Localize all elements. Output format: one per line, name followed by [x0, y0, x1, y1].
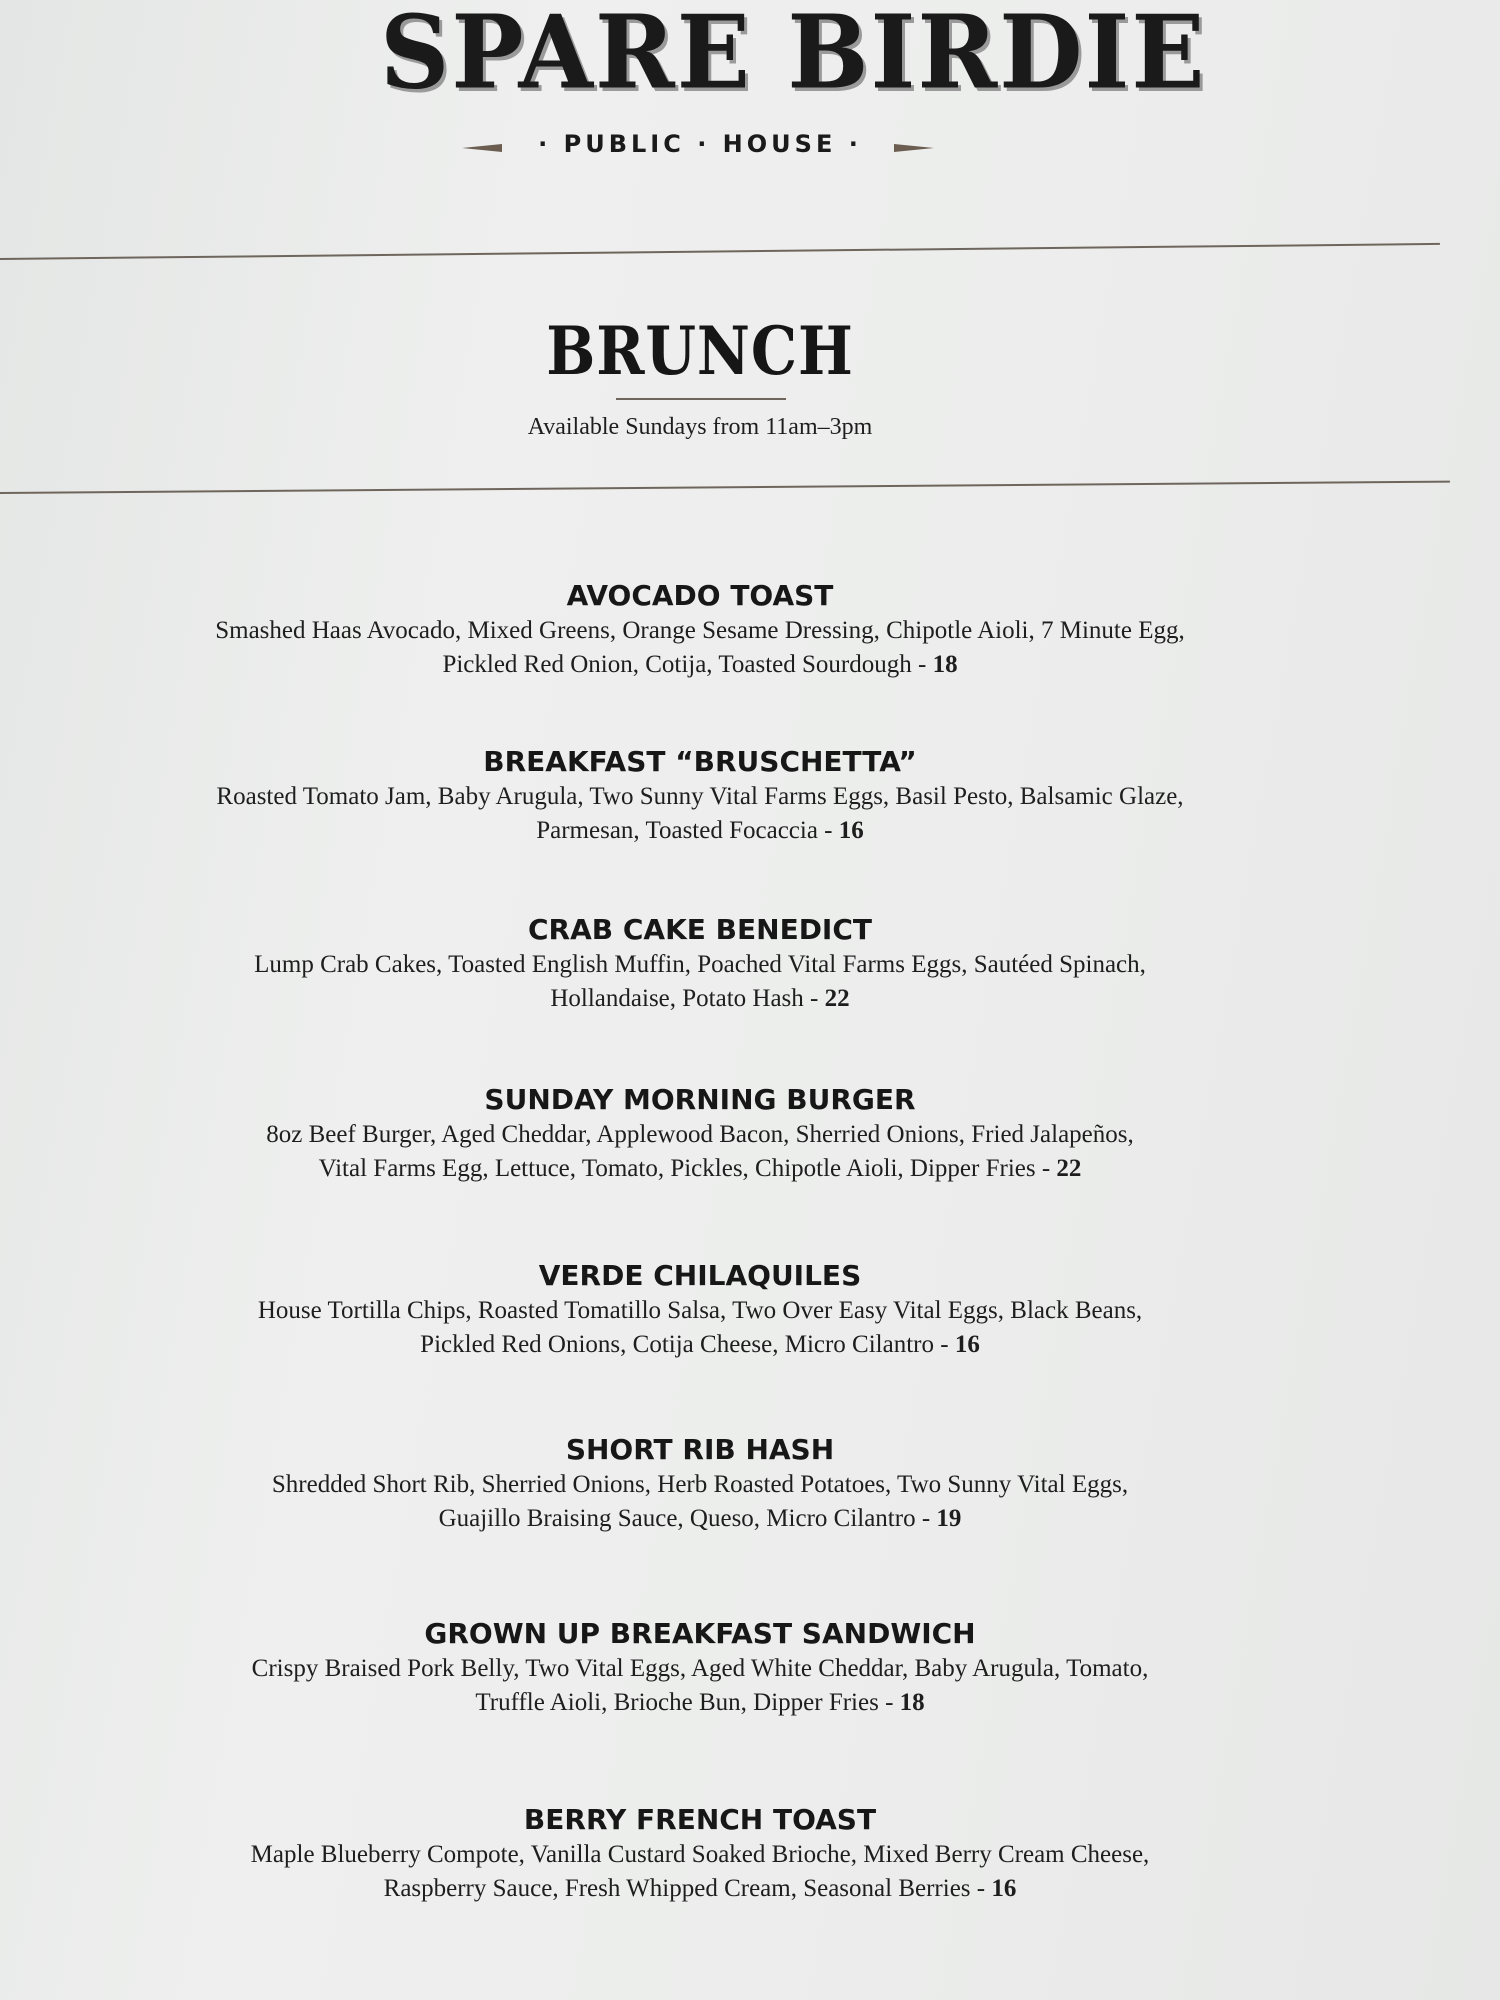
item-description-text: Raspberry Sauce, Fresh Whipped Cream, Seasonal Berries - — [383, 1875, 992, 1902]
menu-item — [150, 1802, 1250, 1906]
item-price: 18 — [932, 651, 958, 678]
item-name: AVOCADO TOAST — [566, 579, 834, 612]
item-description — [150, 1118, 1250, 1186]
arrow-right-icon — [894, 144, 934, 152]
item-description-text: Parmesan, Toasted Focaccia - — [536, 817, 839, 844]
item-price: 16 — [838, 817, 864, 844]
item-price: 16 — [991, 1875, 1017, 1902]
item-description — [150, 1294, 1250, 1362]
item-description-line — [150, 814, 1250, 848]
item-description-line: 8oz Beef Burger, Aged Cheddar, Applewood Bacon, Sherried Onions, Fried Jalapeños, — [266, 1121, 1134, 1148]
item-description-line: Shredded Short Rib, Sherried Onions, Herb Roasted Potatoes, Two Sunny Vital Eggs, — [271, 1471, 1129, 1498]
item-description-text: Guajillo Braising Sauce, Queso, Micro Cilantro - — [438, 1505, 937, 1532]
item-name: SUNDAY MORNING BURGER — [484, 1083, 916, 1116]
logo-subtitle-banner — [380, 128, 1020, 164]
restaurant-logo — [380, 0, 1207, 170]
item-description-text: Pickled Red Onion, Cotija, Toasted Sourdough - — [442, 651, 933, 678]
menu-item — [150, 912, 1250, 1016]
item-name: CRAB CAKE BENEDICT — [528, 913, 872, 946]
item-description-line — [150, 648, 1250, 682]
item-description — [150, 1838, 1250, 1906]
logo-subtitle: · PUBLIC · HOUSE · — [538, 130, 862, 158]
menu-item — [150, 1432, 1250, 1536]
menu-item — [150, 1616, 1250, 1720]
item-description-text: Pickled Red Onions, Cotija Cheese, Micro Cilantro - — [420, 1331, 955, 1358]
item-name: BREAKFAST “BRUSCHETTA” — [483, 745, 917, 778]
item-description-line: Lump Crab Cakes, Toasted English Muffin, Poached Vital Farms Eggs, Sautéed Spinach, — [254, 951, 1146, 978]
item-description-line — [150, 1872, 1250, 1906]
menu-item — [150, 1082, 1250, 1186]
item-description-line: House Tortilla Chips, Roasted Tomatillo Salsa, Two Over Easy Vital Eggs, Black Beans, — [257, 1297, 1143, 1324]
item-description — [150, 1652, 1250, 1720]
item-name: SHORT RIB HASH — [565, 1433, 835, 1466]
item-description-line — [150, 1152, 1250, 1186]
item-description-line: Roasted Tomato Jam, Baby Arugula, Two Sunny Vital Farms Eggs, Basil Pesto, Balsamic Glaze, — [216, 783, 1184, 810]
item-description — [150, 1468, 1250, 1536]
item-description-text: Vital Farms Egg, Lettuce, Tomato, Pickles, Chipotle Aioli, Dipper Fries - — [318, 1155, 1057, 1182]
item-description — [150, 948, 1250, 1016]
menu-item — [150, 1258, 1250, 1362]
item-description-text: Truffle Aioli, Brioche Bun, Dipper Fries - — [475, 1689, 900, 1716]
item-description-line — [150, 1328, 1250, 1362]
item-price: 22 — [1056, 1155, 1082, 1182]
item-price: 19 — [936, 1505, 962, 1532]
menu-item — [150, 744, 1250, 848]
item-description-line — [150, 1502, 1250, 1536]
item-description-line: Maple Blueberry Compote, Vanilla Custard Soaked Brioche, Mixed Berry Cream Cheese, — [250, 1841, 1150, 1868]
item-description-line — [150, 1686, 1250, 1720]
item-description-text: Hollandaise, Potato Hash - — [550, 985, 825, 1012]
menu-item — [150, 578, 1250, 682]
item-description — [150, 780, 1250, 848]
item-price: 22 — [824, 985, 850, 1012]
section-title-underline — [616, 398, 786, 400]
item-description — [150, 614, 1250, 682]
item-name: BERRY FRENCH TOAST — [523, 1803, 877, 1836]
item-name: GROWN UP BREAKFAST SANDWICH — [424, 1617, 976, 1650]
item-description-line: Smashed Haas Avocado, Mixed Greens, Orange Sesame Dressing, Chipotle Aioli, 7 Minute Egg, — [215, 617, 1185, 644]
item-name: VERDE CHILAQUILES — [538, 1259, 862, 1292]
logo-name: SPARE BIRDIE — [380, 0, 1207, 112]
item-price: 18 — [899, 1689, 925, 1716]
item-description-line: Crispy Braised Pork Belly, Two Vital Eggs, Aged White Cheddar, Baby Arugula, Tomato, — [251, 1655, 1149, 1682]
item-price: 16 — [954, 1331, 980, 1358]
divider-middle — [0, 481, 1450, 494]
section-title: BRUNCH — [546, 312, 854, 390]
section-availability: Available Sundays from 11am–3pm — [527, 414, 873, 440]
divider-top — [0, 243, 1440, 260]
item-description-line — [150, 982, 1250, 1016]
arrow-left-icon — [462, 144, 502, 152]
